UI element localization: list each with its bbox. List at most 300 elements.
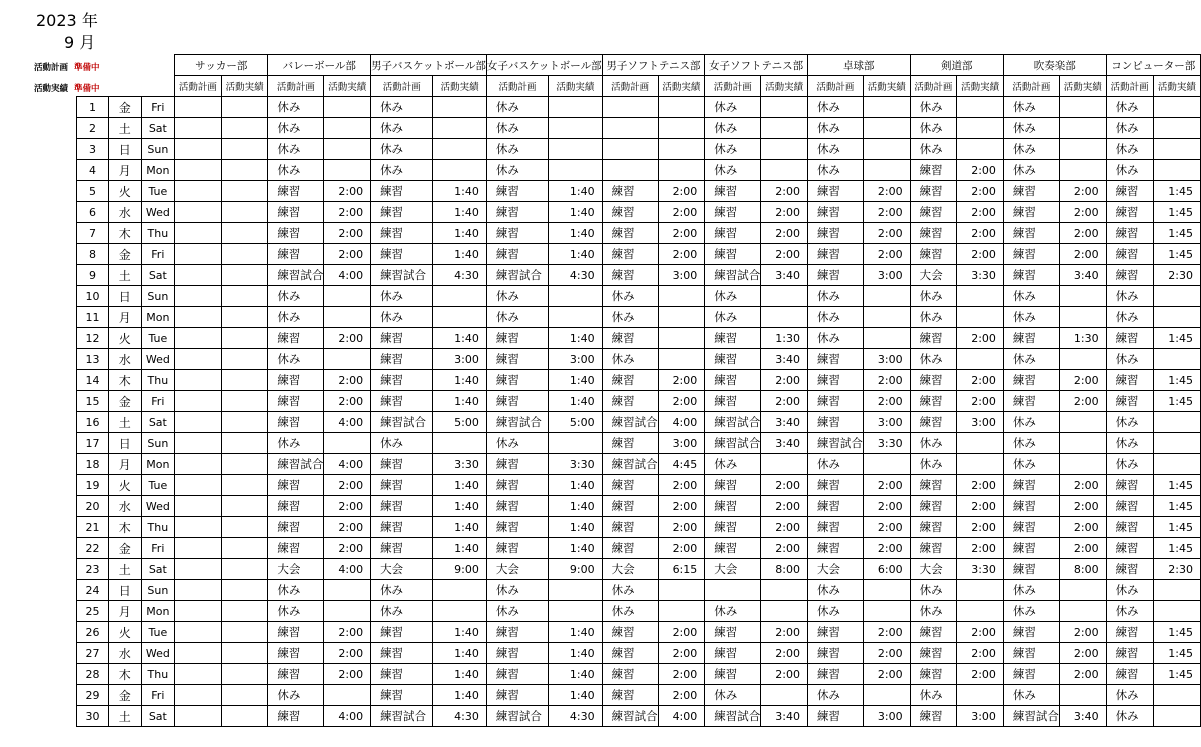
day-number: 20 [77, 496, 109, 517]
weekday-kanji: 土 [109, 706, 142, 727]
actual-cell: 1:40 [433, 244, 486, 265]
plan-cell: 大会 [910, 559, 957, 580]
club-header: 吹奏楽部 [1003, 55, 1106, 76]
plan-cell: 練習 [705, 328, 761, 349]
actual-cell: 1:45 [1153, 181, 1200, 202]
weekday-kanji: 火 [109, 181, 142, 202]
plan-cell: 練習 [705, 643, 761, 664]
plan-cell [175, 139, 222, 160]
plan-cell: 練習 [1106, 559, 1153, 580]
actual-cell: 2:00 [1059, 202, 1106, 223]
plan-cell: 練習 [602, 244, 658, 265]
plan-cell: 練習 [602, 433, 658, 454]
actual-cell: 2:00 [957, 517, 1004, 538]
plan-column-header: 活動計画 [705, 76, 761, 97]
plan-cell: 練習 [268, 664, 324, 685]
actual-cell [1059, 139, 1106, 160]
actual-cell: 2:00 [658, 244, 705, 265]
plan-cell: 休み [486, 286, 548, 307]
actual-cell [221, 349, 268, 370]
actual-cell [1153, 412, 1200, 433]
actual-cell: 1:40 [549, 202, 602, 223]
plan-cell: 休み [371, 307, 433, 328]
header-spacer [77, 76, 175, 97]
plan-cell [175, 181, 222, 202]
plan-cell: 練習 [807, 475, 863, 496]
actual-cell: 2:00 [957, 160, 1004, 181]
actual-cell: 2:00 [1059, 181, 1106, 202]
plan-cell: 休み [807, 601, 863, 622]
actual-cell: 1:40 [433, 202, 486, 223]
plan-cell [175, 370, 222, 391]
plan-cell: 休み [910, 580, 957, 601]
actual-cell: 2:00 [957, 328, 1004, 349]
plan-column-header: 活動計画 [602, 76, 658, 97]
weekday-english: Fri [141, 244, 175, 265]
weekday-english: Wed [141, 643, 175, 664]
actual-cell [658, 286, 705, 307]
table-row [77, 202, 1201, 223]
day-number: 8 [77, 244, 109, 265]
actual-column-header: 活動実績 [957, 76, 1004, 97]
actual-cell: 2:00 [324, 328, 371, 349]
actual-cell [433, 286, 486, 307]
plan-cell: 休み [371, 286, 433, 307]
actual-cell [433, 580, 486, 601]
actual-cell: 2:00 [957, 370, 1004, 391]
plan-cell: 練習 [910, 328, 957, 349]
actual-cell [549, 118, 602, 139]
table-row [77, 517, 1201, 538]
plan-cell: 練習 [486, 496, 548, 517]
actual-cell: 2:00 [324, 223, 371, 244]
day-number: 1 [77, 97, 109, 118]
plan-cell: 練習 [602, 475, 658, 496]
weekday-english: Mon [141, 307, 175, 328]
plan-cell: 休み [910, 454, 957, 475]
plan-cell: 休み [1003, 685, 1059, 706]
plan-cell: 練習 [807, 223, 863, 244]
table-row [77, 580, 1201, 601]
plan-cell: 休み [1106, 454, 1153, 475]
actual-cell [1153, 118, 1200, 139]
weekday-english: Tue [141, 181, 175, 202]
weekday-english: Fri [141, 97, 175, 118]
weekday-english: Tue [141, 622, 175, 643]
day-number: 21 [77, 517, 109, 538]
actual-cell: 2:00 [761, 517, 808, 538]
actual-cell: 2:00 [324, 202, 371, 223]
table-row [77, 139, 1201, 160]
plan-cell [175, 202, 222, 223]
actual-cell [221, 706, 268, 727]
table-row [77, 685, 1201, 706]
actual-column-header: 活動実績 [863, 76, 910, 97]
table-row [77, 622, 1201, 643]
plan-cell [175, 706, 222, 727]
actual-cell: 1:40 [549, 643, 602, 664]
plan-cell: 練習 [1106, 475, 1153, 496]
actual-cell [324, 307, 371, 328]
plan-cell: 休み [807, 286, 863, 307]
plan-cell [602, 118, 658, 139]
plan-cell: 大会 [486, 559, 548, 580]
actual-cell [433, 97, 486, 118]
plan-cell: 練習試合 [486, 412, 548, 433]
plan-cell: 休み [602, 580, 658, 601]
plan-status-label: 活動計画 [34, 63, 69, 73]
actual-cell: 3:30 [957, 265, 1004, 286]
plan-cell: 練習 [602, 517, 658, 538]
plan-cell: 練習試合 [371, 265, 433, 286]
plan-cell: 練習 [371, 538, 433, 559]
day-number: 17 [77, 433, 109, 454]
plan-cell: 練習 [486, 622, 548, 643]
plan-cell: 休み [807, 160, 863, 181]
club-header: 女子ソフトテニス部 [705, 55, 808, 76]
actual-cell: 2:00 [658, 181, 705, 202]
plan-cell: 休み [371, 160, 433, 181]
plan-cell: 練習 [1003, 202, 1059, 223]
day-number: 23 [77, 559, 109, 580]
actual-cell [1153, 454, 1200, 475]
actual-cell: 2:00 [957, 244, 1004, 265]
plan-cell: 練習 [268, 622, 324, 643]
plan-cell: 練習 [807, 349, 863, 370]
actual-cell: 3:30 [549, 454, 602, 475]
plan-cell: 休み [910, 286, 957, 307]
plan-cell: 練習 [705, 244, 761, 265]
actual-cell [863, 601, 910, 622]
plan-cell: 休み [1003, 286, 1059, 307]
actual-cell: 1:40 [549, 517, 602, 538]
plan-column-header: 活動計画 [486, 76, 548, 97]
plan-cell: 休み [910, 97, 957, 118]
actual-cell [1153, 601, 1200, 622]
plan-cell: 休み [371, 97, 433, 118]
plan-cell: 休み [486, 601, 548, 622]
plan-cell: 練習 [1003, 181, 1059, 202]
plan-cell [175, 643, 222, 664]
actual-cell: 1:40 [433, 496, 486, 517]
weekday-english: Wed [141, 496, 175, 517]
plan-cell: 練習 [910, 160, 957, 181]
plan-cell: 休み [705, 118, 761, 139]
plan-cell: 休み [1003, 307, 1059, 328]
weekday-english: Tue [141, 328, 175, 349]
actual-cell [658, 160, 705, 181]
plan-cell: 休み [268, 160, 324, 181]
month-value: 9 [64, 33, 75, 52]
actual-cell: 3:00 [658, 433, 705, 454]
plan-cell: 練習 [807, 622, 863, 643]
plan-cell: 練習 [910, 244, 957, 265]
plan-cell: 休み [1106, 286, 1153, 307]
weekday-english: Tue [141, 475, 175, 496]
actual-cell: 3:00 [863, 706, 910, 727]
actual-cell [1153, 139, 1200, 160]
actual-cell [761, 601, 808, 622]
weekday-kanji: 金 [109, 685, 142, 706]
actual-cell [1059, 433, 1106, 454]
actual-column-header: 活動実績 [658, 76, 705, 97]
plan-cell: 練習 [371, 664, 433, 685]
day-number: 24 [77, 580, 109, 601]
header-spacer [77, 55, 175, 76]
actual-cell: 1:40 [549, 181, 602, 202]
weekday-kanji: 火 [109, 475, 142, 496]
plan-cell: 練習試合 [705, 265, 761, 286]
weekday-kanji: 土 [109, 412, 142, 433]
actual-cell [863, 139, 910, 160]
club-header: 卓球部 [807, 55, 910, 76]
actual-cell: 4:00 [324, 412, 371, 433]
actual-cell [957, 139, 1004, 160]
plan-cell: 練習 [486, 391, 548, 412]
actual-cell: 2:00 [761, 223, 808, 244]
plan-cell: 練習 [602, 643, 658, 664]
plan-cell: 練習 [807, 706, 863, 727]
table-row [77, 391, 1201, 412]
plan-cell [175, 265, 222, 286]
actual-cell: 3:40 [1059, 706, 1106, 727]
plan-cell: 練習 [910, 706, 957, 727]
plan-cell: 練習 [705, 391, 761, 412]
actual-cell [1153, 97, 1200, 118]
plan-column-header: 活動計画 [268, 76, 324, 97]
actual-cell [221, 685, 268, 706]
table-row [77, 286, 1201, 307]
actual-cell: 2:00 [957, 223, 1004, 244]
actual-cell: 2:00 [761, 622, 808, 643]
plan-cell: 練習 [1106, 202, 1153, 223]
plan-cell: 休み [486, 433, 548, 454]
actual-cell: 2:00 [324, 643, 371, 664]
table-row [77, 475, 1201, 496]
plan-cell [705, 580, 761, 601]
plan-cell: 練習 [268, 706, 324, 727]
plan-cell: 休み [268, 118, 324, 139]
plan-cell: 練習 [268, 370, 324, 391]
table-row [77, 244, 1201, 265]
actual-cell [761, 118, 808, 139]
actual-cell [658, 307, 705, 328]
actual-cell [1153, 433, 1200, 454]
table-row [77, 265, 1201, 286]
table-row [77, 223, 1201, 244]
actual-cell: 1:40 [433, 370, 486, 391]
plan-cell [602, 160, 658, 181]
plan-cell [175, 622, 222, 643]
actual-cell: 4:45 [658, 454, 705, 475]
actual-cell [549, 307, 602, 328]
actual-cell: 2:00 [324, 244, 371, 265]
actual-cell: 2:00 [324, 517, 371, 538]
plan-cell: 休み [486, 160, 548, 181]
actual-cell [221, 244, 268, 265]
plan-cell: 練習 [910, 223, 957, 244]
actual-cell [221, 601, 268, 622]
plan-cell [175, 286, 222, 307]
actual-cell: 1:40 [549, 370, 602, 391]
actual-cell: 3:40 [761, 265, 808, 286]
plan-cell [175, 475, 222, 496]
day-number: 12 [77, 328, 109, 349]
plan-cell: 休み [910, 349, 957, 370]
actual-cell: 1:45 [1153, 643, 1200, 664]
plan-cell: 休み [371, 580, 433, 601]
actual-cell [1059, 349, 1106, 370]
actual-cell: 2:00 [761, 181, 808, 202]
actual-column-header: 活動実績 [221, 76, 268, 97]
plan-cell: 練習 [910, 538, 957, 559]
weekday-kanji: 日 [109, 139, 142, 160]
actual-cell: 2:00 [1059, 664, 1106, 685]
actual-cell: 4:00 [324, 559, 371, 580]
actual-cell [1059, 454, 1106, 475]
actual-cell: 2:00 [658, 538, 705, 559]
plan-cell: 練習 [1003, 244, 1059, 265]
plan-cell: 大会 [910, 265, 957, 286]
actual-cell: 1:40 [433, 391, 486, 412]
plan-cell: 練習 [705, 475, 761, 496]
actual-cell: 3:00 [957, 412, 1004, 433]
table-row [77, 307, 1201, 328]
actual-cell: 4:30 [549, 706, 602, 727]
plan-cell: 練習 [1106, 223, 1153, 244]
day-number: 18 [77, 454, 109, 475]
actual-column-header: 活動実績 [433, 76, 486, 97]
actual-cell: 4:30 [433, 706, 486, 727]
plan-cell: 練習 [486, 328, 548, 349]
actual-cell [1153, 160, 1200, 181]
plan-cell: 休み [602, 349, 658, 370]
actual-cell: 1:45 [1153, 496, 1200, 517]
plan-cell: 練習 [910, 475, 957, 496]
day-number: 29 [77, 685, 109, 706]
actual-cell [957, 685, 1004, 706]
plan-cell: 休み [807, 118, 863, 139]
plan-cell: 休み [602, 601, 658, 622]
plan-cell: 練習 [910, 391, 957, 412]
weekday-kanji: 土 [109, 118, 142, 139]
actual-cell [433, 160, 486, 181]
actual-cell: 2:00 [324, 475, 371, 496]
actual-cell [324, 97, 371, 118]
plan-cell: 大会 [807, 559, 863, 580]
actual-cell [221, 475, 268, 496]
actual-cell: 2:00 [957, 664, 1004, 685]
plan-cell: 休み [705, 97, 761, 118]
plan-cell: 練習 [910, 496, 957, 517]
plan-cell: 練習 [705, 622, 761, 643]
plan-column-header: 活動計画 [1003, 76, 1059, 97]
actual-cell [761, 454, 808, 475]
actual-cell [957, 307, 1004, 328]
actual-cell: 2:00 [761, 496, 808, 517]
plan-cell: 練習 [705, 664, 761, 685]
actual-cell: 8:00 [761, 559, 808, 580]
weekday-kanji: 月 [109, 160, 142, 181]
plan-column-header: 活動計画 [910, 76, 957, 97]
plan-cell: 練習試合 [705, 433, 761, 454]
actual-cell: 9:00 [433, 559, 486, 580]
actual-cell: 3:40 [761, 433, 808, 454]
actual-cell: 1:45 [1153, 328, 1200, 349]
plan-cell: 練習 [1106, 664, 1153, 685]
actual-cell: 4:00 [324, 706, 371, 727]
plan-cell: 休み [1003, 160, 1059, 181]
weekday-kanji: 日 [109, 286, 142, 307]
plan-cell: 練習試合 [807, 433, 863, 454]
plan-cell: 練習 [1003, 328, 1059, 349]
weekday-english: Mon [141, 601, 175, 622]
day-number: 19 [77, 475, 109, 496]
plan-status-value: 準備中 [74, 63, 100, 73]
plan-cell: 練習 [705, 517, 761, 538]
actual-cell [549, 286, 602, 307]
weekday-english: Sun [141, 580, 175, 601]
plan-cell: 練習 [268, 223, 324, 244]
weekday-english: Sat [141, 118, 175, 139]
actual-cell: 2:00 [324, 391, 371, 412]
plan-cell: 休み [268, 349, 324, 370]
plan-cell: 休み [1106, 349, 1153, 370]
actual-cell: 3:00 [658, 265, 705, 286]
plan-column-header: 活動計画 [1106, 76, 1153, 97]
plan-cell: 練習 [371, 517, 433, 538]
plan-cell: 休み [807, 307, 863, 328]
plan-cell: 練習 [268, 643, 324, 664]
plan-cell: 休み [705, 307, 761, 328]
plan-cell: 練習 [602, 223, 658, 244]
plan-cell: 休み [1106, 412, 1153, 433]
plan-cell [175, 118, 222, 139]
plan-cell: 休み [602, 286, 658, 307]
weekday-kanji: 水 [109, 496, 142, 517]
weekday-english: Sun [141, 433, 175, 454]
plan-cell: 練習試合 [486, 265, 548, 286]
actual-cell [324, 118, 371, 139]
actual-cell: 1:40 [549, 538, 602, 559]
plan-cell: 休み [1106, 139, 1153, 160]
plan-cell: 練習 [910, 622, 957, 643]
actual-cell: 2:00 [1059, 475, 1106, 496]
plan-cell: 練習 [268, 538, 324, 559]
plan-cell: 大会 [371, 559, 433, 580]
actual-column-header: 活動実績 [1153, 76, 1200, 97]
plan-cell: 休み [705, 160, 761, 181]
actual-cell [549, 580, 602, 601]
plan-cell: 休み [371, 139, 433, 160]
plan-cell: 練習 [371, 475, 433, 496]
day-number: 3 [77, 139, 109, 160]
weekday-english: Wed [141, 349, 175, 370]
actual-cell: 3:30 [863, 433, 910, 454]
actual-cell [658, 580, 705, 601]
actual-cell [957, 454, 1004, 475]
plan-cell: 休み [705, 139, 761, 160]
actual-cell: 2:00 [658, 643, 705, 664]
actual-cell: 9:00 [549, 559, 602, 580]
plan-column-header: 活動計画 [807, 76, 863, 97]
actual-cell [1059, 580, 1106, 601]
plan-cell: 練習 [1003, 223, 1059, 244]
actual-cell: 1:30 [1059, 328, 1106, 349]
plan-cell [175, 223, 222, 244]
day-number: 4 [77, 160, 109, 181]
weekday-english: Sat [141, 265, 175, 286]
